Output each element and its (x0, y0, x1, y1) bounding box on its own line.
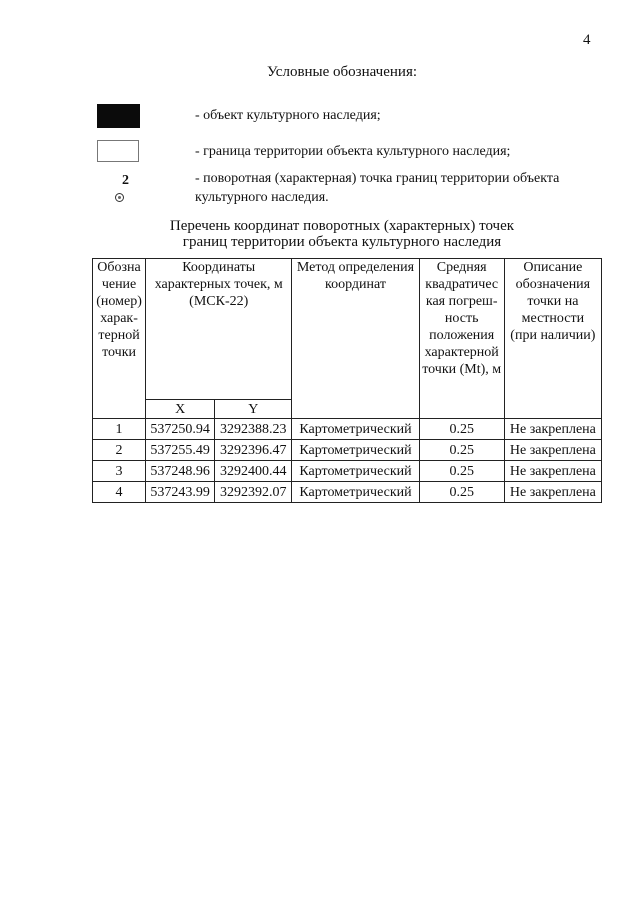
cell-x: 537250.94 (146, 419, 215, 440)
cell-mt: 0.25 (419, 461, 504, 482)
territory-border-symbol (97, 140, 139, 162)
header-description: Описание обозначения точки на местности (при наличии) (504, 259, 601, 419)
table-row (93, 440, 602, 461)
cell-point-number: 1 (93, 419, 146, 440)
coordinates-list-title (0, 218, 640, 250)
cell-y: 3292392.07 (215, 482, 292, 503)
point-marker-icon (115, 193, 124, 202)
cell-x: 537255.49 (146, 440, 215, 461)
point-number-label: 2 (122, 173, 129, 188)
table-row (93, 419, 602, 440)
cell-mt: 0.25 (419, 440, 504, 461)
cell-y: 3292388.23 (215, 419, 292, 440)
legend-item-border: - граница территории объекта культурного наследия; (195, 144, 511, 159)
header-coords: Координаты характерных точек, м (МСК-22) (146, 259, 292, 400)
cell-description: Не закреплена (504, 440, 601, 461)
header-error: Средняя квадратичес кая погреш- ность положения характерной точки (Mt), м (419, 259, 504, 419)
cell-description: Не закреплена (504, 461, 601, 482)
cell-description: Не закреплена (504, 482, 601, 503)
cell-point-number: 2 (93, 440, 146, 461)
cell-x: 537248.96 (146, 461, 215, 482)
list-title-line1: Перечень координат поворотных (характерных) точек (169, 218, 515, 234)
cell-method: Картометрический (292, 419, 419, 440)
cell-method: Картометрический (292, 461, 419, 482)
cell-description: Не закреплена (504, 419, 601, 440)
cell-mt: 0.25 (419, 419, 504, 440)
header-y: Y (215, 400, 292, 419)
cell-y: 3292400.44 (215, 461, 292, 482)
header-method: Метод определения координат (292, 259, 419, 419)
cell-y: 3292396.47 (215, 440, 292, 461)
list-title-line2: границ территории объекта культурного наследия (182, 234, 502, 250)
coordinates-table (92, 258, 602, 503)
cultural-heritage-object-symbol (97, 104, 140, 128)
cell-mt: 0.25 (419, 482, 504, 503)
table-row (93, 461, 602, 482)
legend-title: Условные обозначения: (266, 64, 418, 80)
cell-x: 537243.99 (146, 482, 215, 503)
cell-method: Картометрический (292, 440, 419, 461)
table-row (93, 482, 602, 503)
header-x: X (146, 400, 215, 419)
page-number: 4 (583, 32, 591, 48)
cell-point-number: 4 (93, 482, 146, 503)
cell-point-number: 3 (93, 461, 146, 482)
legend-item-point: - поворотная (характерная) точка границ территории объекта культурного наследия. (195, 171, 560, 205)
header-point: Обозна чение (номер) харак- терной точки (93, 259, 146, 419)
legend-item-object: - объект культурного наследия; (195, 108, 381, 123)
cell-method: Картометрический (292, 482, 419, 503)
